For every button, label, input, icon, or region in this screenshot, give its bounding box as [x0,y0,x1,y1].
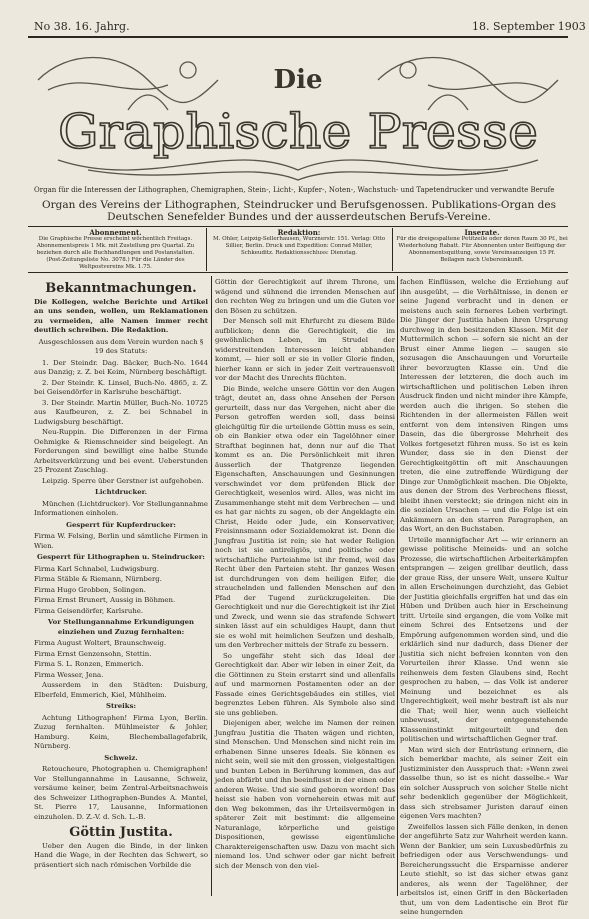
article-text: Man wird sich der Entrüstung erinnern, die sich bemerkbar machte, als seiner Zeit ein Justizminister den Ausspruch that: »Wenn zwei dasselbe thun, so ist es nicht dasselbe.« War ein solcher Ausspruch von solcher Stelle nicht sehr bedenklich gegenüber der Möglichkeit, dass sich strebsamer Juristen darauf einen eigenen Vers machten? [400,745,568,820]
column-3 [400,278,568,919]
notice: Die Kollegen, welche Berichte und Artikel an uns senden, wollen, um Reklamationen zu vermeiden, alle Namen immer recht deutlich schreiben. Die Redaktion. [34,297,208,334]
divider [28,226,568,227]
notice: Ausserdem in den Städten: Duisburg, Elberfeld, Emmerich, Kiel, Mühlheim. [34,681,208,699]
list-item: Firma Hugo Grobben, Solingen. [34,585,146,594]
subheading: Gesperrt für Kupferdrucker: [66,520,176,529]
notice: Leipzig. Sperre über Gerstner ist aufgehoben. [42,476,204,485]
list-item: Firma Ernst Genzensohn, Stettin. [34,649,152,658]
title-die: Die [273,65,323,95]
article-text: Göttin der Gerechtigkeit auf ihrem Throne, um wägend und sühnend die irrenden Menschen auf den rechten Weg zu bringen und um die Guten vor den Bösen zu schützen. [215,278,395,315]
header-rule [28,36,568,38]
article-text: So ungefähr steht sich das Ideal der Gerechtigkeit dar. Aber wir leben in einer Zeit, da die Göttinnen zu Stein erstarrt sind und allenfalls auf und marmornen Postamenten oder an der Fassade eines Gerichtsgebäudes ein stilles, viel begrenztes Leben führen. Als Symbole also sind sie uns geblieben. [215,651,395,717]
list-item: Firma Wesser, Jena. [34,670,104,679]
abonnement-title: Abonnement. [89,228,142,237]
section-heading: Bekanntmachungen. [45,281,197,296]
redaktion-text: M. Ohler, Leipzig-Sellerhausen, Wurznerstr. 151. Verlag: Otto Sillier, Berlin. Druck und Expedition: Conrad Müller, Schkeuditz. Redaktionsschluss: Dienstag. [212,236,386,256]
article-title: Göttin Justita. [69,825,173,840]
list-item: 3. Der Steindr. Martin Müller, Buch-No. 10725 aus Kaufbeuren, z. Z. bei Schnabel in Ludwigsburg beschäftigt. [34,398,208,426]
column-1 [34,278,208,871]
list-item: 2. Der Steindr. K. Linsel, Buch-No. 4865, z. Z. bei Geisendörfer in Karlsruhe beschäftigt. [34,378,208,396]
list-item: 1. Der Steindr. Dag. Bäcker, Buch-No. 1644 aus Danzig; z. Z. bei Keim, Nürnberg beschäftigt. [34,358,208,376]
masthead [28,40,568,190]
column-divider [211,276,212,896]
inserate-box [396,229,568,264]
notice: Firma W. Felsing, Berlin und sämtliche Firmen in Wien. [34,532,208,550]
column-2 [215,278,395,872]
list-item: Firma Stäble & Riemann, Nürnberg. [34,575,162,583]
article-text: Diejenigen aber, welche im Namen der reinen Jungfrau Justitia die Thaten wägen und richten, sind Menschen. Und Menschen sind nicht rein im erhabenen Sinne unseres Ideals. Sie können es nicht sein, weil sie mit den grossen, vielgestaltigen und bunten Leben in Berührung kommen, das auf jeden abfärbt und ihn beeinflusst in der einen oder anderen Weise. Und sie sind geboren worden! Das heisst sie haben von vorneherein etwas mit auf den Weg bekommen, das ihr Urteilsvermögen in späterer Zeit mit bestimmt: die allgemeine Naturanlage, körperliche und geistige Dispositionen, gewisse eigentümliche Charaktereigenschaften usw. Dazu von macht sich niemand los. Und schwer oder gar nicht befreit sich der Mensch von den viel- [215,719,395,870]
list-item: Firma Geisendörfer, Karlsruhe. [34,606,144,615]
divider [206,228,207,271]
abonnement-text: Die Graphische Presse erscheint wöchentlich Freitags. Abonnementspreis 1 Mk. mit Zustellung pro Quartal. Zu beziehen durch alle Buchhandlungen und Postanstalten. (Post-Zeitungsliste No. 3078.) Für die Länder des Weltpostvereins Mk. 1.75. [36,236,195,270]
issue-date: 18. September 1903 [472,20,586,33]
notice: Neu-Ruppin. Die Differenzen in der Firma Oehmigke & Riemschneider sind beigelegt. An Forderungen sind bewilligt eine halbe Stunde Arbeitsverkürzung und bei event. Ueberstunden 25 Prozent Zuschlag. [34,428,208,474]
subheading: Gesperrt für Lithographen u. Steindrucker: [37,553,205,561]
article-text: Die Binde, welche unsere Göttin vor den Augen trägt, deutet an, dass ohne Ansehen der Person gerurteilt, dass nur das Vergehen, nicht aber die Person getroffen werden soll, dass beinsi gleichgültig für die urteilende Göttin muss es sein, ob ein Bankier etwa oder ein Tagelöhner einer Strafthat beginnen hat, denn nur auf die That kommt es an. Die Persönlichkeit mit ihren äusserlich der Thatgrenze liegenden Eigenschaften, Anschauungen und Gesinnungen verschwindet vor dem prüfenden Blick der Gerechtigkeit, wesenlos wird. Alles, was nicht im Zusammenhange steht mit dem Verbrechen — und es hat gar nichts zu sagen, ob der Angeklagte ein Christ, Heide oder Jude, ein Konservativer, Freisinnsmann oder Sozialdemokrat ist. Denn die Jungfrau Justitia ist rein; sie hat weder Religion noch ist sie antireligiös, und politische oder wirtschaftliche Parteiahme ist ihr fremd, weil das Recht über den Parteien steht. Ihr ganzes Wesen ist durchdrungen von dem heiligen Eifer, die strauchelnden und fallenden Menschen auf den Pfad der Tugend zurückzugeleiten. Die Gerechtigkeit und nur die Gerechtigkeit ist ihr Ziel und Zweck, und wenn sie das strafende Schwert sinken lässt auf ein schuldiges Haupt, dann thut sie es wohl mit heimlichen Seufzen und deshalb, um den Verbrecher mittels der Strafe zu bessern. [215,384,395,649]
redaktion-title: Redaktion: [277,228,321,237]
subheading: Ausgeschlossen aus dem Verein wurden nach § 19 des Statuts: [38,337,204,355]
subheading: Streiks: [106,702,136,710]
column-divider [397,276,398,896]
organ-line: Organ des Vereins der Lithographen, Steindrucker und Berufsgenossen. Publikations-Organ des Deutschen Senefelder Bundes und der ausserdeutschen Berufs-Vereine. [42,199,556,223]
list-item: Firma S. L. Ronzen, Emmerich. [34,660,144,668]
list-item: Firma August Woltert, Braunschweig. [34,639,167,647]
subtitle: Organ für die Interessen der Lithographen, Chemigraphen, Stein-, Licht-, Kupfer-, Noten-, Wachstuch- und Tapetendrucker und verwandte Berufe [34,186,555,194]
notice: Retoucheure, Photographen u. Chemigraphen! Vor Stellungannahme in Lausanne, Schweiz, versäume keiner, beim Zentral-Arbeitsnachweis des Schweizer Lithographen-Bundes A. Mantel, St. Pierre 17, Lausanne, Informationen einzuholen. D. Z.-V. d. Sch. L.-B. [34,765,208,821]
divider [392,228,393,271]
notice: Achtung Lithographen! Firma Lyon, Berlin. Zuzug fernhalten. Mühlmeister & Johler, Hamburg. Keim, Blechemballagefabrik, Nürnberg. [34,713,208,750]
article-text: fachen Einflüssen, welche die Erziehung auf ihn ausgeübt, — die Verhältnisse, in denen er seine Jugend verbracht und in denen er meistens auch sein ferneres Leben verbringt. Die Jünger der Justitia haben ihren Ursprung durchweg in den besitzenden Klassen. Mit der Muttermilch schon — sofern sie nicht an der Brust einer Amme liegen — saugen sie sozusagen die Anschauungen und Vorurteile ihrer bevorzugten Klasse ein. Und die Interessen der letzteren, die doch auch im wirtschaftlichen und politischen Leben ihren Ausdruck finden und nicht minder ihre Kämpfe, werden auch die ihrigen. So stehen die Richtenden in der allermeisten Fällen weit entfernt von dem intensiven Ringen ums Dasein, das die übergrosse Mehrheit des Volkes fortgesetzt führen muss. So ist es kein Wunder, dass sie in den Dienst der Gerechtigkeitgöttin oft mit Anschauungen treten, die eine zutreffende Würdigung der Dinge zur Unmöglichkeit machen. Die Objekte, aus denen der Strom des Verbrechens fliesst, bleibt ihnen versteckt; sie dringen nicht ein in die sozialen Ursachen — und die Folge ist ein Ankämmern an den starren Paragraphen, an das Wort, an den Buchstaben. [400,278,568,533]
article-text: Zweifellos lassen sich Fälle denken, in denen der angeführte Satz zur Wahrheit werden kann. Wenn der Bankier, um sein Luxusbedürfnis zu befriedigen oder aus Verschwendungs- und Bereicherungssucht die Ersparnisse anderer Leute stiehlt, so ist das sicher etwas ganz anderes, als wenn der Tagelöhner, der arbeitslos ist, einen Griff in den Bäckerladen thut, um von dem Ladentische ein Brot für seine hungernden [400,822,568,916]
divider [28,272,568,273]
subheading: Vor Stellungannahme Erkundigungen einziehen und Zuzug fernhalten: [47,618,195,636]
abonnement-box [28,229,203,271]
article-text: Der Mensch soll mit Ehrfurcht zu diesem Bilde aufblicken; denn die Gerechtigkeit, die im gewöhnlichen Leben, im Strudel der widerstreitenden Interessen leicht abhanden kommt, — hier soll er sie in voller Glorie finden, hierher kann er sich in jeder Zeit vertrauensvoll vor der Macht des Unrechts flüchten. [215,317,395,382]
notice: München (Lichtdrucker). Vor Stellungannahme Informationen einholen. [34,499,208,517]
redaktion-box [210,229,388,257]
article-text: Ueber den Augen die Binde, in der linken Hand die Wage, in der Rechten das Schwert, so präsentiert sich nach römischen Vorbilde die [34,841,208,869]
inserate-title: Inserate. [464,228,500,237]
title-main: Graphische Presse [58,104,538,160]
subheading: Lichtdrucker. [94,488,148,496]
article-text: Urteile mannigfacher Art — wir erinnern an gewisse politische Meineids- und an solche Prozesse, die wirtschaftlichen Arbeiterkämpfen entsprangen — zeigen grellbar deutlich, dass der graue Riss, der unsere Welt, unsere Kultur in allen Erscheinungen durchzieht, das Gebiet der Justitia gleichfalls ergriffen hat und das ein Hüben und Drüben auch hier in Erscheinung tritt. Urteile sind ergangen, die vom Volke mit einem Schrei des Entsetzens und der Empörung aufgenommen worden sind, und die erklärlich sind nur dadurch, dass Diener der Justitia sich nicht befreien konnten von den Vorurteilen ihrer Klasse. Und wenn sie reihenweis dem festen Glaubens sind, Recht gesprochen zu haben, — das Volk ist anderer Meinung und bezeichnet es als Ungerechtigkeit, weil mehr bestraft ist als nur die That; weil hier, wenn auch vielleicht unbewusst, der entgegenstehende Klasseninstinkt mitgeurteilt und den politischen und wirtschaftlichen Gegner traf. [400,535,568,743]
subheading: Schweiz. [104,753,138,762]
list-item: Firma Karl Schnabel, Ludwigsburg. [34,564,159,573]
inserate-text: Für die dreigespaltene Petitzeile oder deren Raum 30 Pf., bei Wiederholung Rabatt. Für Abonnenten unter Beifügung der Abonnementsquittung, sowie Vereinsanzeigen 15 Pf. Beilagen nach Uebereinkunft. [396,236,568,263]
issue-number: No 38. 16. Jahrg. [34,20,130,33]
list-item: Firma Ernst Brunert, Aussig in Böhmen. [34,596,176,604]
